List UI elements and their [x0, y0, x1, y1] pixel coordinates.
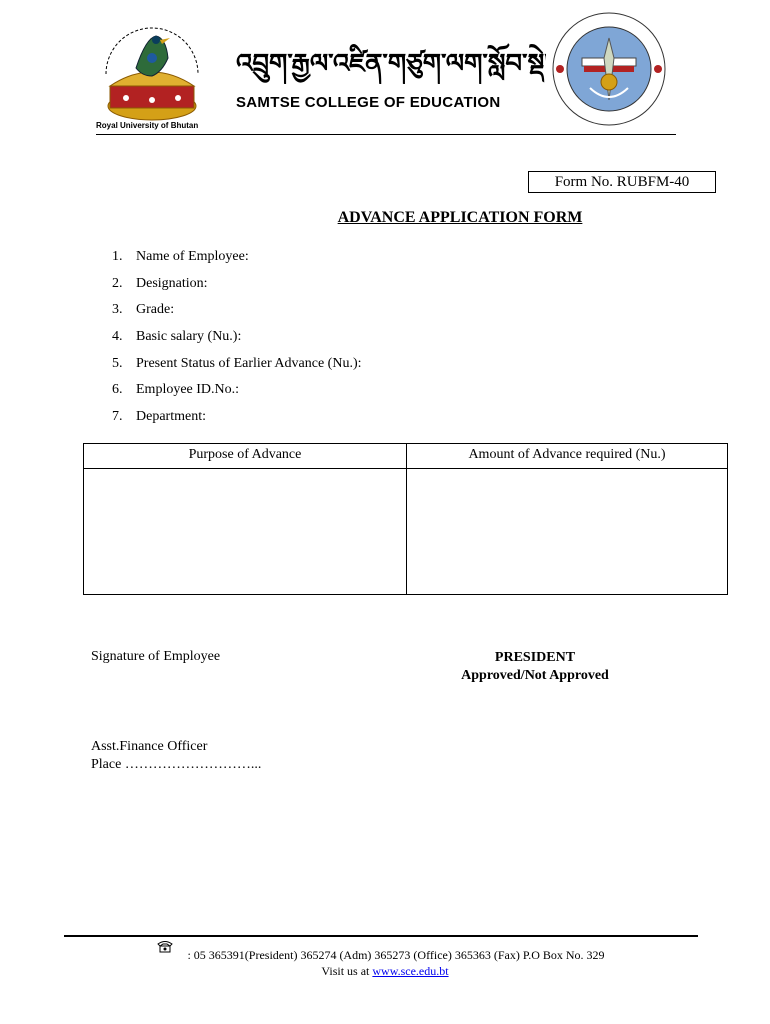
dzongkha-title [236, 42, 546, 84]
field-basic-salary[interactable] [112, 326, 362, 353]
field-number: 5. [112, 355, 123, 371]
field-label: Employee ID.No.: [136, 382, 240, 398]
svg-text:འབྲུག་རྒྱལ་འཛིན་གཙུག་ལག་སློབ་ས: འབྲུག་རྒྱལ་འཛིན་གཙུག་ལག་སློབ་སྡེ། [236, 49, 546, 79]
field-employee-id[interactable] [112, 379, 362, 406]
field-number: 2. [112, 275, 123, 291]
samtse-college-seal-icon [550, 10, 668, 128]
field-label: Present Status of Earlier Advance (Nu.): [136, 355, 362, 371]
field-label: Department: [136, 409, 206, 425]
amount-cell[interactable] [407, 469, 727, 594]
field-number: 3. [112, 302, 123, 318]
field-earlier-advance[interactable] [112, 353, 362, 380]
field-number: 7. [112, 409, 123, 425]
footer-visit [0, 964, 770, 979]
advance-table [83, 443, 728, 595]
field-label: Basic salary (Nu.): [136, 329, 242, 345]
purpose-header: Purpose of Advance [188, 447, 302, 462]
field-number: 6. [112, 382, 123, 398]
employee-signature-label: Signature of Employee [91, 649, 221, 664]
president-approval [440, 649, 630, 685]
footer-divider [64, 935, 698, 937]
field-label: Grade: [136, 302, 175, 318]
form-number-box: Form No. RUBFM-40 [528, 171, 716, 193]
field-label: Designation: [136, 275, 208, 291]
college-name: SAMTSE COLLEGE OF EDUCATION [236, 94, 501, 111]
field-department[interactable] [112, 406, 362, 433]
employee-fields-list [112, 246, 362, 433]
field-designation[interactable] [112, 273, 362, 300]
amount-header: Amount of Advance required (Nu.) [468, 447, 666, 462]
field-grade[interactable] [112, 299, 362, 326]
university-caption: Royal University of Bhutan [96, 121, 199, 130]
president-title: PRESIDENT [494, 650, 576, 665]
finance-officer-block [91, 738, 261, 774]
footer-contacts: : 05 365391(President) 365274 (Adm) 365273 (Office) 365363 (Fax) P.O Box No. 329 [187, 948, 605, 962]
field-label: Name of Employee: [136, 249, 249, 264]
field-number: 1. [112, 249, 123, 264]
president-status: Approved/Not Approved [461, 668, 609, 683]
visit-prefix: Visit us at [321, 964, 373, 978]
letterhead [0, 0, 770, 140]
form-title: ADVANCE APPLICATION FORM [337, 209, 583, 226]
field-employee-name[interactable] [112, 246, 362, 273]
royal-university-emblem-icon [96, 18, 208, 130]
field-number: 4. [112, 329, 123, 345]
place-label: Place ………………………... [91, 757, 262, 772]
finance-officer-label: Asst.Finance Officer [91, 739, 208, 754]
header-divider [96, 134, 676, 135]
website-link[interactable]: www.sce.edu.bt [372, 964, 449, 978]
purpose-cell[interactable] [84, 469, 406, 594]
